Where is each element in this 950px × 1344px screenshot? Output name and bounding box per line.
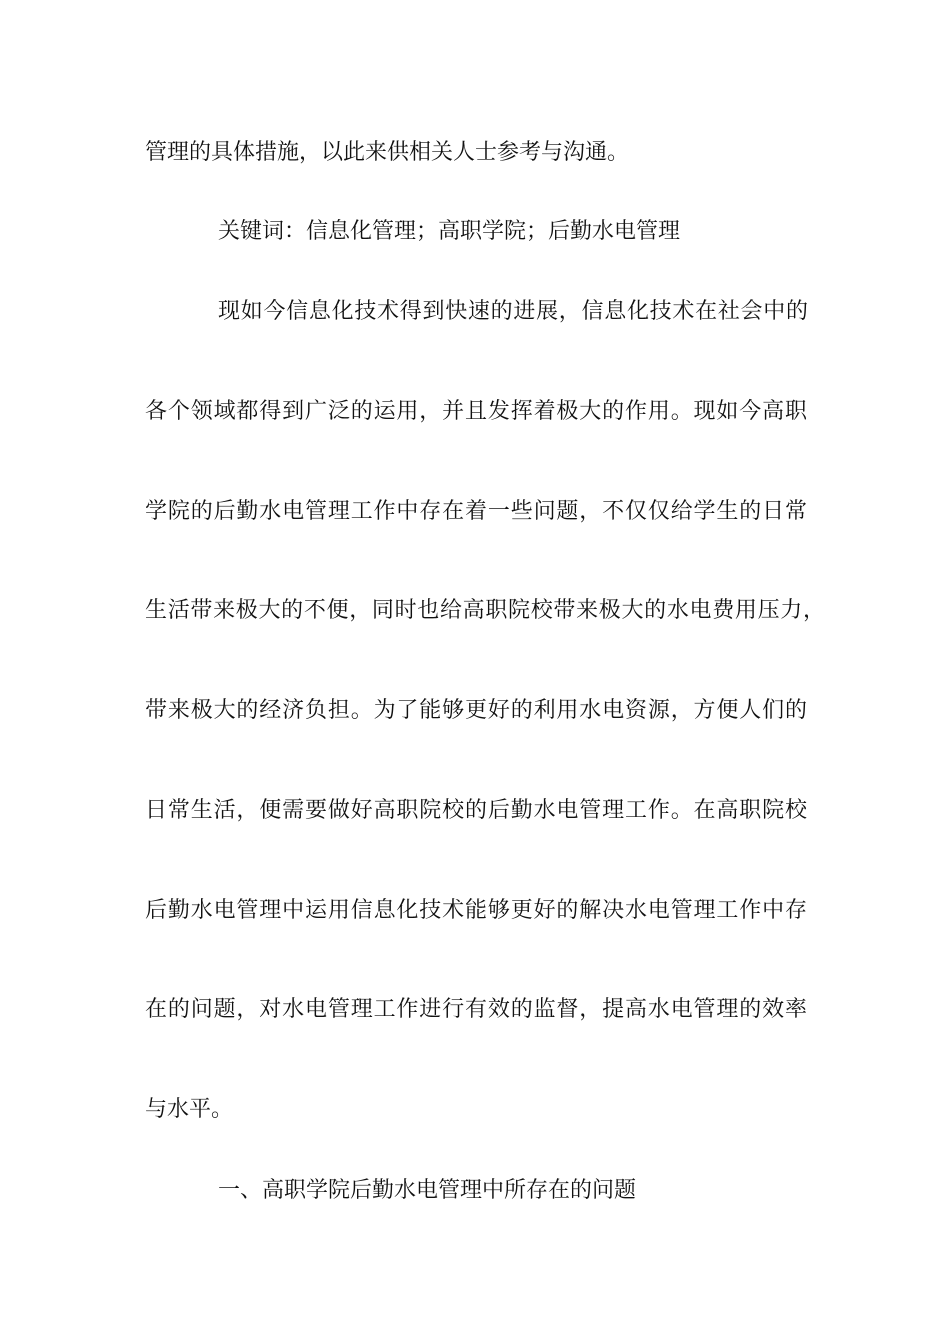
paragraph-line: 各个领域都得到广泛的运用，并且发挥着极大的作用。现如今高职 — [145, 399, 807, 424]
paragraph-line: 学院的后勤水电管理工作中存在着一些问题，不仅仅给学生的日常 — [145, 499, 807, 524]
paragraph-line: 后勤水电管理中运用信息化技术能够更好的解决水电管理工作中存 — [145, 898, 807, 923]
paragraph-line: 生活带来极大的不便，同时也给高职院校带来极大的水电费用压力， — [145, 598, 825, 623]
paragraph-line: 带来极大的经济负担。为了能够更好的利用水电资源，方便人们的 — [145, 698, 807, 723]
paragraph-line: 日常生活，便需要做好高职院校的后勤水电管理工作。在高职院校 — [145, 798, 807, 823]
paragraph-line: 与水平。 — [145, 1097, 234, 1122]
section-heading: 一、高职学院后勤水电管理中所存在的问题 — [218, 1178, 637, 1203]
paragraph-line: 在的问题，对水电管理工作进行有效的监督，提高水电管理的效率 — [145, 997, 807, 1022]
paragraph-line: 现如今信息化技术得到快速的进展，信息化技术在社会中的 — [218, 299, 808, 324]
text-line: 管理的具体措施，以此来供相关人士参考与沟通。 — [145, 140, 630, 165]
keywords-line: 关键词：信息化管理；高职学院；后勤水电管理 — [218, 219, 681, 244]
